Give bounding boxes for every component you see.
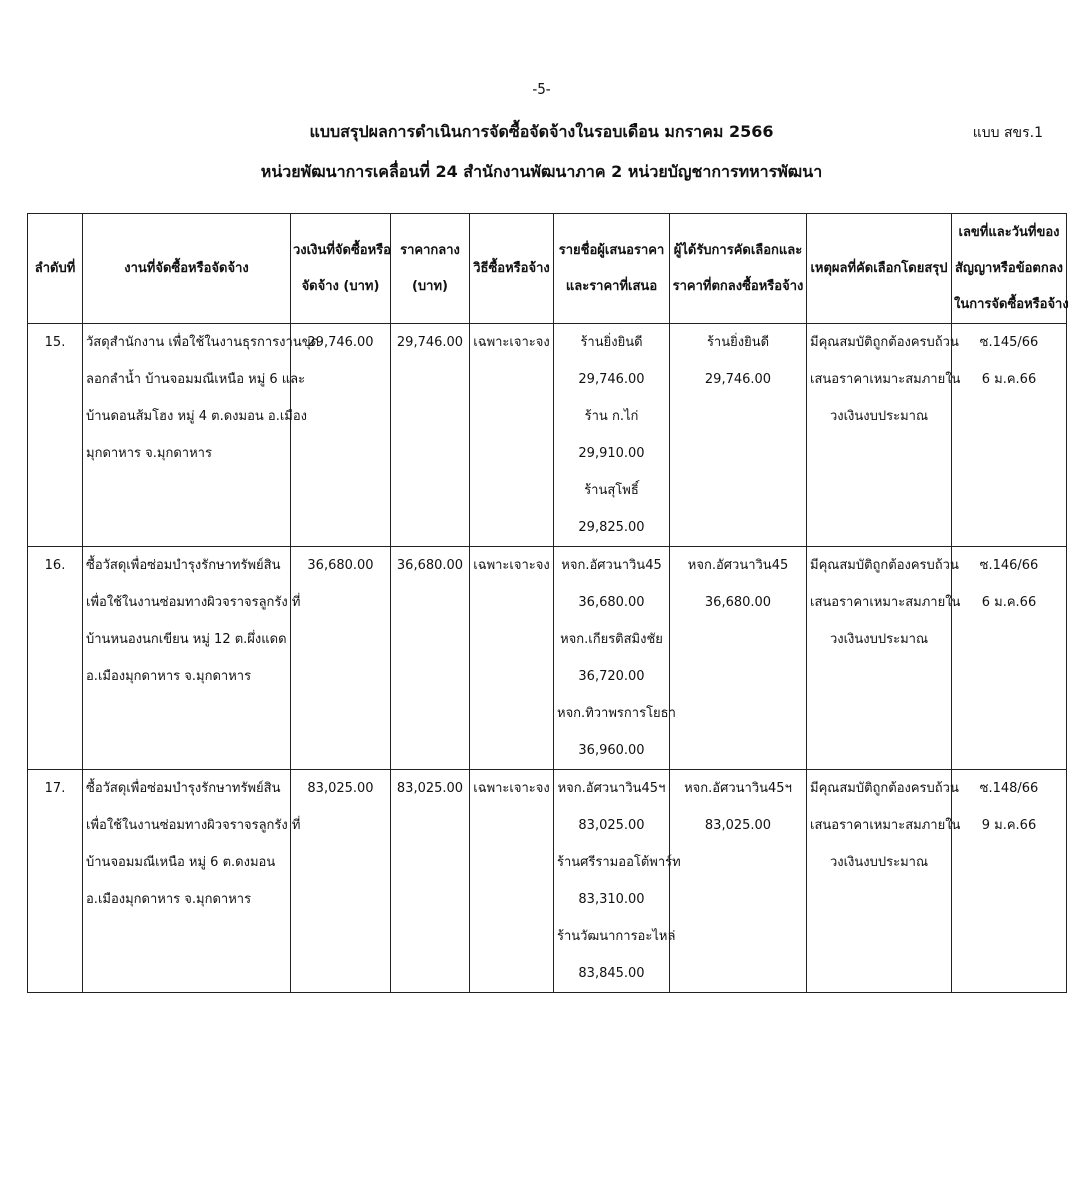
header-method: วิธีซื้อหรือจ้าง — [470, 214, 554, 324]
row-winner: หจก.อัศวนาวิน45ฯ 83,025.00 — [670, 770, 807, 993]
table-header-row — [28, 214, 1067, 324]
row-bidders: ร้านยิ่งยินดี 29,746.00 ร้าน ก.ไก่ 29,910.00 ร้านสุโพธิ์ 29,825.00 — [554, 324, 670, 547]
page-number: -5- — [532, 80, 551, 98]
header-contract: เลขที่และวันที่ของ สัญญาหรือข้อตกลง ในการจัดซื้อหรือจ้าง — [952, 214, 1067, 324]
row-work: ซื้อวัสดุเพื่อซ่อมบำรุงรักษาทรัพย์สิน เพื่อใช้ในงานซ่อมทางผิวจราจรลูกรัง ที่ บ้านจอมมณีเหนือ หมู่ 6 ต.ดงมอน อ.เมืองมุกดาหาร จ.มุกดาหาร — [83, 770, 291, 993]
row-bidders: หจก.อัศวนาวิน45ฯ 83,025.00 ร้านศรีรามออโต้พาร์ท 83,310.00 ร้านวัฒนาการอะไหล่ 83,845.00 — [554, 770, 670, 993]
header-bidders: รายชื่อผู้เสนอราคา และราคาที่เสนอ — [554, 214, 670, 324]
row-no: 15. — [28, 324, 83, 547]
row-work: ซื้อวัสดุเพื่อซ่อมบำรุงรักษาทรัพย์สิน เพื่อใช้ในงานซ่อมทางผิวจราจรลูกรัง ที่ บ้านหนองนกเขียน หมู่ 12 ต.ผึ่งแดด อ.เมืองมุกดาหาร จ.มุกดาหาร — [83, 547, 291, 770]
row-winner: ร้านยิ่งยินดี 29,746.00 — [670, 324, 807, 547]
row-contract: ซ.148/66 9 ม.ค.66 — [952, 770, 1067, 993]
header-median-price: ราคากลาง (บาท) — [391, 214, 470, 324]
header-no: ลำดับที่ — [28, 214, 83, 324]
row-reason: มีคุณสมบัติถูกต้องครบถ้วน เสนอราคาเหมาะสมภายใน วงเงินงบประมาณ — [807, 770, 952, 993]
row-reason: มีคุณสมบัติถูกต้องครบถ้วน เสนอราคาเหมาะสมภายใน วงเงินงบประมาณ — [807, 324, 952, 547]
form-code: แบบ สขร.1 — [972, 125, 1043, 141]
report-subtitle: หน่วยพัฒนาการเคลื่อนที่ 24 สำนักงานพัฒนาภาค 2 หน่วยบัญชาการทหารพัฒนา — [260, 162, 823, 181]
row-reason: มีคุณสมบัติถูกต้องครบถ้วน เสนอราคาเหมาะสมภายใน วงเงินงบประมาณ — [807, 547, 952, 770]
row-budget: 36,680.00 — [291, 547, 391, 770]
row-method: เฉพาะเจาะจง — [470, 547, 554, 770]
row-winner: หจก.อัศวนาวิน45 36,680.00 — [670, 547, 807, 770]
row-budget: 83,025.00 — [291, 770, 391, 993]
row-contract: ซ.146/66 6 ม.ค.66 — [952, 547, 1067, 770]
row-budget: 29,746.00 — [291, 324, 391, 547]
row-no: 17. — [28, 770, 83, 993]
header-budget: วงเงินที่จัดซื้อหรือ จัดจ้าง (บาท) — [291, 214, 391, 324]
table-row — [28, 547, 1067, 770]
report-title: แบบสรุปผลการดำเนินการจัดซื้อจัดจ้างในรอบเดือน มกราคม 2566 — [309, 122, 774, 141]
table-row — [28, 770, 1067, 993]
row-median-price: 83,025.00 — [391, 770, 470, 993]
header-reason: เหตุผลที่คัดเลือกโดยสรุป — [807, 214, 952, 324]
row-median-price: 36,680.00 — [391, 547, 470, 770]
row-bidders: หจก.อัศวนาวิน45 36,680.00 หจก.เกียรติสมิงชัย 36,720.00 หจก.ทิวาพรการโยธา 36,960.00 — [554, 547, 670, 770]
row-no: 16. — [28, 547, 83, 770]
row-median-price: 29,746.00 — [391, 324, 470, 547]
table-row — [28, 324, 1067, 547]
row-method: เฉพาะเจาะจง — [470, 770, 554, 993]
row-work: วัสดุสำนักงาน เพื่อใช้ในงานธุรการงานขุด ลอกลำน้ำ บ้านจอมมณีเหนือ หมู่ 6 และ บ้านดอนส้มโฮง หมู่ 4 ต.ดงมอน อ.เมือง มุกดาหาร จ.มุกดาหาร — [83, 324, 291, 547]
header-work: งานที่จัดซื้อหรือจัดจ้าง — [83, 214, 291, 324]
row-method: เฉพาะเจาะจง — [470, 324, 554, 547]
header-winner: ผู้ได้รับการคัดเลือกและ ราคาที่ตกลงซื้อหรือจ้าง — [670, 214, 807, 324]
row-contract: ซ.145/66 6 ม.ค.66 — [952, 324, 1067, 547]
procurement-summary-table — [27, 213, 1067, 993]
